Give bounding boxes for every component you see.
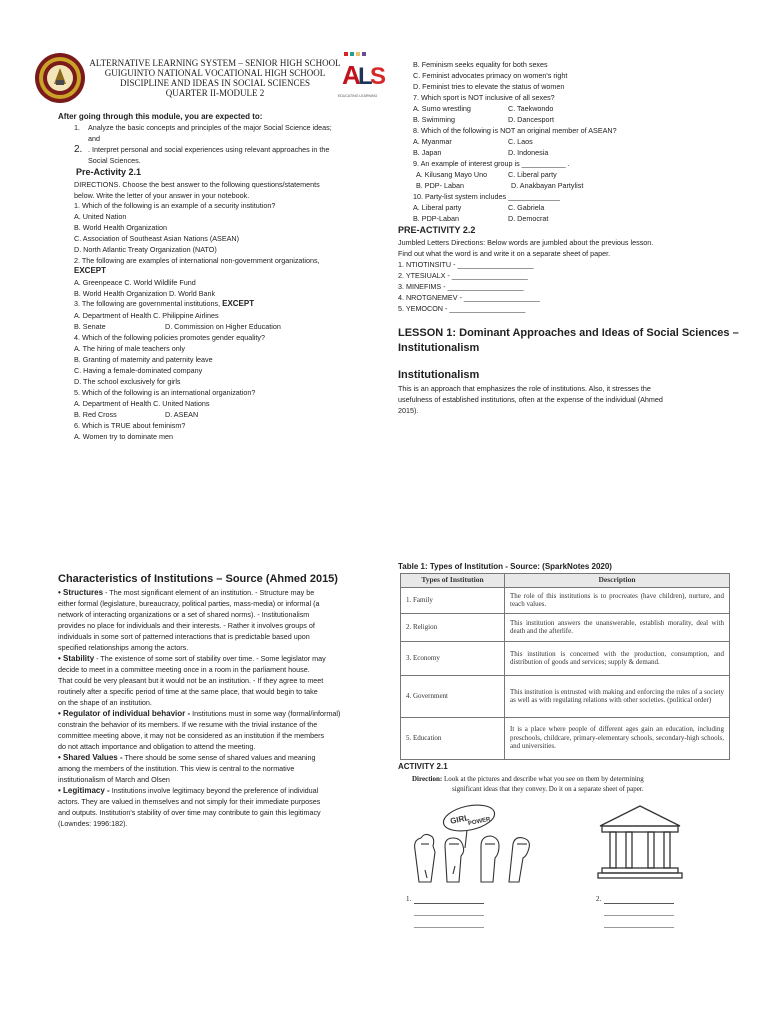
directions-text: DIRECTIONS. Choose the best answer to the following questions/statements <box>74 180 320 189</box>
question-text: 9. An example of interest group is ___________ . <box>413 159 570 168</box>
answer-choice: B. Feminism seeks equality for both sexes <box>413 60 548 69</box>
directions-label: Direction: <box>412 775 443 783</box>
lesson-body: 2015). <box>398 406 419 415</box>
institution-types-table <box>400 573 730 760</box>
characteristic-text: do not attach importance and obligation to attend the meeting. <box>58 742 256 751</box>
answer-choice: A. Kilusang Mayo Uno <box>416 170 488 179</box>
answer-choice: B. PDP- Laban <box>416 181 464 190</box>
jumbled-word: 5. YEMOCON - ___________________ <box>398 304 526 313</box>
objective-text: Social Sciences. <box>88 156 141 165</box>
characteristic-label: • Structures <box>58 588 104 597</box>
activity-directions <box>412 775 644 784</box>
answer-line[interactable] <box>414 927 484 928</box>
sign-text: GIRL <box>449 813 470 826</box>
characteristic-label: • Regulator of individual behavior - <box>58 709 191 718</box>
table-cell-description: It is a place where people of different ages gain an education, including preschools, childcare, primary-elementary schools, secondary-high schools, and universities. <box>505 717 730 759</box>
school-seal-logo <box>34 52 86 104</box>
characteristic-text: institutionalism of March and Olsen <box>58 775 170 784</box>
svg-text:A: A <box>342 60 361 90</box>
question-text: 7. Which sport is NOT inclusive of all sexes? <box>413 93 555 102</box>
svg-text:L: L <box>358 63 373 90</box>
characteristic-text: network of interacting organizations or a set of shared norms). - Institutionalism <box>58 610 310 619</box>
answer-choice: A. Liberal party <box>413 203 462 212</box>
lesson-subtitle: Institutionalism <box>398 369 480 381</box>
answer-choice: B. PDP-Laban <box>413 214 459 223</box>
characteristic-label: • Stability <box>58 654 95 663</box>
jumbled-word: 1. NTIOTINSITU - ___________________ <box>398 260 534 269</box>
answer-choice: B. Swimming <box>413 115 455 124</box>
characteristic-text: decide to meet in a committee meeting once in a room in the parliament house. <box>58 665 310 674</box>
characteristic-text: among the members of the institution. This view is central to the normative <box>58 764 295 773</box>
characteristic-text: on the shape of an institution. <box>58 698 152 707</box>
answer-choice: A. The hiring of male teachers only <box>74 344 185 353</box>
institution-building-illustration <box>594 802 686 884</box>
answer-choice: D. Commission on Higher Education <box>165 322 281 331</box>
answer-choice: A. Myanmar <box>413 137 452 146</box>
header-line: ALTERNATIVE LEARNING SYSTEM – SENIOR HIGH SCHOOL <box>89 58 341 68</box>
answer-choice: D. Feminist tries to elevate the status of women <box>413 82 565 91</box>
jumbled-word: 2. YTESIUALX - ___________________ <box>398 271 528 280</box>
answer-line[interactable] <box>414 915 484 916</box>
table-header-row <box>401 574 730 588</box>
lesson-title: LESSON 1: Dominant Approaches and Ideas of Social Sciences – <box>398 327 739 339</box>
svg-text:S: S <box>370 63 387 90</box>
table-cell-type: 5. Education <box>401 717 505 759</box>
characteristic-text <box>58 786 318 797</box>
answer-choice: B. Granting of maternity and paternity leave <box>74 355 213 364</box>
section-heading: Pre-Activity 2.1 <box>76 167 142 177</box>
answer-choice: C. Having a female-dominated company <box>74 366 203 375</box>
objective-number: 1. <box>74 123 80 132</box>
characteristic-text: individuals in some sort of patterned interactions that is predictable based upon <box>58 632 310 641</box>
characteristic-text: provides no place for individuals and their interests. - Rather it involves groups of <box>58 621 315 630</box>
characteristic-text: - The most significant element of an institution. - Structure may be <box>103 588 315 597</box>
characteristic-text: - The existence of some sort of stability over time. - Some legislator may <box>94 654 326 663</box>
raised-fists-illustration <box>405 800 545 892</box>
answer-choice: A. Sumo wrestling <box>413 104 471 113</box>
characteristics-title: Characteristics of Institutions – Source (Ahmed 2015) <box>58 573 338 585</box>
table-header-cell: Description <box>505 574 730 588</box>
objective-number: 2. <box>74 144 83 155</box>
section-heading: PRE-ACTIVITY 2.2 <box>398 225 476 235</box>
question-text: 4. Which of the following policies promotes gender equality? <box>74 333 265 342</box>
answer-line[interactable] <box>604 915 674 916</box>
characteristic-text <box>58 753 315 764</box>
characteristic-text: actors. They are valued in themselves and not simply for their immediate purposes <box>58 797 321 806</box>
answer-choice: C. Association of Southeast Asian Nations (ASEAN) <box>74 234 239 243</box>
table-caption: Table 1: Types of Institution - Source: (SparkNotes 2020) <box>398 562 612 571</box>
answer-choice: B. Japan <box>413 148 442 157</box>
directions-text: below. Write the letter of your answer in your notebook. <box>74 191 250 200</box>
answer-choice: D. Democrat <box>508 214 549 223</box>
answer-choice: B. Senate <box>74 322 106 331</box>
answer-number: 2. <box>596 895 602 903</box>
lesson-body: This is an approach that emphasizes the role of institutions. Also, it stresses the <box>398 384 651 393</box>
jumbled-word: 3. MINEFIMS - ___________________ <box>398 282 524 291</box>
table-row <box>401 587 730 613</box>
answer-choice: D. Dancesport <box>508 115 554 124</box>
answer-choice: A. Women try to dominate men <box>74 432 173 441</box>
directions-text: Jumbled Letters Directions: Below words are jumbled about the previous lesson. <box>398 238 654 247</box>
characteristic-text: Institutions involve legitimacy beyond the preference of individual <box>109 786 319 795</box>
header-line: DISCIPLINE AND IDEAS IN SOCIAL SCIENCES <box>120 78 310 88</box>
objective-text: . Interpret personal and social experiences using relevant approaches in the <box>88 145 330 154</box>
answer-choice: D. The school exclusively for girls <box>74 377 181 386</box>
table-cell-description: This institution is entrusted with making and enforcing the rules of a society as well as with regulating relations with other societies. (political order) <box>505 675 730 717</box>
answer-choice: D. ASEAN <box>165 410 199 419</box>
answer-choice: B. World Health Organization <box>74 223 167 232</box>
directions-text: Find out what the word is and write it on a separate sheet of paper. <box>398 249 611 258</box>
answer-choice: A. Department of Health C. Philippine Airlines <box>74 311 219 320</box>
answer-choice: C. Liberal party <box>508 170 557 179</box>
table-cell-description: The role of this institutions is to procreates (have children), nurture, and teach values. <box>505 587 730 613</box>
table-cell-type: 4. Government <box>401 675 505 717</box>
objectives-intro: After going through this module, you are expected to: <box>58 112 263 121</box>
header-line: GUIGUINTO NATIONAL VOCATIONAL HIGH SCHOOL <box>104 68 326 78</box>
lesson-title: Institutionalism <box>398 342 480 354</box>
table-cell-type: 3. Economy <box>401 641 505 675</box>
objective-text: Analyze the basic concepts and principles of the major Social Science ideas; <box>88 123 332 132</box>
question-text: 8. Which of the following is NOT an original member of ASEAN? <box>413 126 617 135</box>
document-header <box>84 58 346 98</box>
table-header-cell: Types of Institution <box>401 574 505 588</box>
characteristic-text: There should be some sense of shared values and meaning <box>122 753 316 762</box>
answer-choice: C. Feminist advocates primacy on women's right <box>413 71 568 80</box>
header-line: QUARTER II-MODULE 2 <box>165 88 265 98</box>
characteristic-text: Institutions must in some way (formal/informal) <box>190 709 341 718</box>
characteristic-text: either formal (legislature, bureaucracy, political parties, mass-media) or informal (a <box>58 599 320 608</box>
table-cell-description: This institution is concerned with the production, consumption, and distribution of goods and services; supply & demand. <box>505 641 730 675</box>
sign-text: POWER <box>467 816 492 828</box>
characteristic-text: (Lowndes: 1996:182). <box>58 819 128 828</box>
except-label: EXCEPT <box>222 299 255 308</box>
question-text: 2. The following are examples of international non-government organizations, <box>74 256 320 265</box>
question-text: 5. Which of the following is an international organization? <box>74 388 256 397</box>
answer-choice: A. United Nation <box>74 212 127 221</box>
table-row <box>401 717 730 759</box>
jumbled-word: 4. NROTGNEMEV - ___________________ <box>398 293 540 302</box>
question-text: 6. Which is TRUE about feminism? <box>74 421 186 430</box>
characteristic-text: specified relationships among the actors. <box>58 643 189 652</box>
table-cell-type: 1. Family <box>401 587 505 613</box>
answer-line[interactable] <box>604 903 674 904</box>
characteristic-text: constrain the behavior of its members. If we resume with the trivial instance of the <box>58 720 318 729</box>
lesson-body: usefulness of established institutions, often at the expense of the individual (Ahmed <box>398 395 663 404</box>
except-label: EXCEPT <box>74 266 107 275</box>
answer-choice: B. World Health Organization D. World Bank <box>74 289 216 298</box>
answer-choice: A. Greenpeace C. World Wildlife Fund <box>74 278 196 287</box>
table-row <box>401 641 730 675</box>
table-row <box>401 613 730 641</box>
characteristic-text: committee meeting above, it may not be considered as an institution if the members <box>58 731 325 740</box>
characteristic-text <box>58 709 340 720</box>
characteristic-text: That could be very pleasant but it would not be an institution. - If they agree to meet <box>58 676 324 685</box>
question-text: 1. Which of the following is an example of a security institution? <box>74 201 276 210</box>
characteristic-label: • Legitimacy - <box>58 786 110 795</box>
section-heading: ACTIVITY 2.1 <box>398 762 448 771</box>
question-text <box>74 299 254 310</box>
characteristic-text: routinely after a specific period of time at the same place, that would begin to take <box>58 687 318 696</box>
answer-line[interactable] <box>604 927 674 928</box>
question-text: 10. Party-list system includes _____________ <box>413 192 561 201</box>
table-row <box>401 675 730 717</box>
answer-line[interactable] <box>414 903 484 904</box>
answer-choice: B. Red Cross <box>74 410 117 419</box>
characteristic-label: • Shared Values - <box>58 753 123 762</box>
directions-text: Look at the pictures and describe what you see on them by determining <box>442 775 644 783</box>
objective-text: and <box>88 134 100 143</box>
characteristic-text <box>58 588 314 599</box>
characteristic-text <box>58 654 326 665</box>
girl-power-sign <box>441 801 497 848</box>
answer-choice: D. Anakbayan Partylist <box>511 181 584 190</box>
answer-choice: A. Department of Health C. United Nations <box>74 399 210 408</box>
directions-text: significant ideas that they convey. Do it on a separate sheet of paper. <box>452 785 644 793</box>
als-logo-caption: EDUCATING LEARNING <box>338 94 378 98</box>
answer-choice: C. Gabriela <box>508 203 545 212</box>
question-text: 3. The following are governmental institutions, <box>74 299 221 308</box>
table-cell-type: 2. Religion <box>401 613 505 641</box>
answer-choice: C. Laos <box>508 137 533 146</box>
answer-choice: C. Taekwondo <box>508 104 554 113</box>
answer-choice: D. Indonesia <box>508 148 549 157</box>
answer-number: 1. <box>406 895 412 903</box>
characteristic-text: and outputs. Institution's stability of over time may contribute to gain this legitimacy <box>58 808 321 817</box>
table-cell-description: This institution answers the unanswerable, establish morality, deal with death and the afterlife. <box>505 613 730 641</box>
answer-choice: D. North Atlantic Treaty Organization (NATO) <box>74 245 217 254</box>
